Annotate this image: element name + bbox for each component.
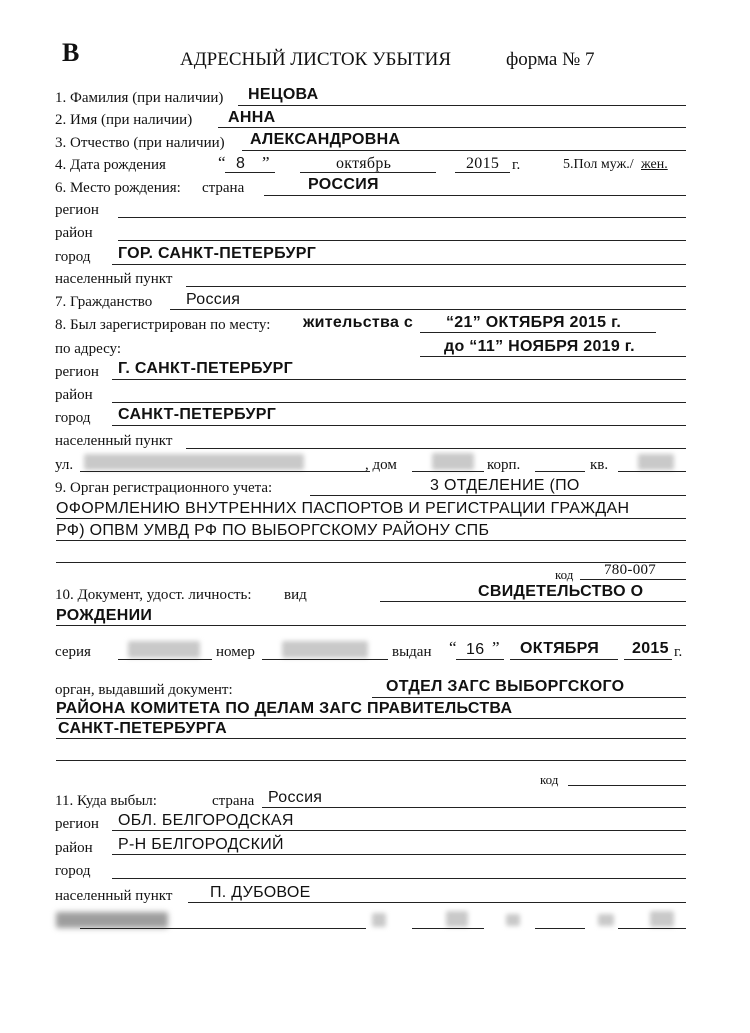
id-code-label: код: [540, 772, 559, 787]
id-doc-kind-label: вид: [284, 587, 307, 603]
id-org-underline1: [372, 697, 686, 698]
id-doc-kind-line1: СВИДЕТЕЛЬСТВО О: [478, 583, 644, 600]
dest-street-line: [80, 928, 366, 929]
dest-country-label: страна: [212, 793, 255, 809]
dest-settlement-line: [188, 902, 686, 903]
dest-country-line: [262, 807, 686, 808]
patronymic-line: [242, 150, 686, 151]
dest-district-value: Р-Н БЕЛГОРОДСКИЙ: [118, 836, 284, 853]
id-day-line: [456, 659, 504, 660]
reg-city-value: САНКТ-ПЕТЕРБУРГ: [118, 406, 277, 423]
reg-authority-label: 9. Орган регистрационного учета:: [55, 480, 273, 496]
dest-district-line: [112, 854, 686, 855]
registration-from-line: [420, 332, 656, 333]
reg-district-label: район: [55, 387, 93, 403]
id-issued-month: ОКТЯБРЯ: [520, 640, 600, 657]
reg-authority-underline2: [56, 518, 686, 519]
id-series-redacted: [128, 641, 200, 658]
surname-label: 1. Фамилия (при наличии): [55, 90, 224, 106]
id-issued-year: 2015: [632, 640, 669, 657]
house-line: [412, 471, 484, 472]
street-redacted: [84, 454, 304, 470]
citizenship-label: 7. Гражданство: [55, 294, 153, 310]
reg-city-line: [112, 425, 686, 426]
dest-city-label: город: [55, 863, 91, 879]
birth-city-line: [112, 264, 686, 265]
reg-authority-underline3: [56, 540, 686, 541]
id-doc-label: 10. Документ, удост. личность:: [55, 587, 252, 603]
birth-region-line: [118, 217, 686, 218]
birth-month-line: [300, 172, 436, 173]
dest-kv-line: [618, 928, 686, 929]
citizenship-line: [170, 309, 686, 310]
birth-city-label: город: [55, 249, 91, 265]
form-number: форма № 7: [506, 49, 595, 70]
birthplace-label: 6. Место рождения:: [55, 180, 181, 196]
birth-region-label: регион: [55, 202, 99, 218]
dest-house-redacted: [446, 911, 468, 927]
id-org-line3: САНКТ-ПЕТЕРБУРГА: [58, 720, 227, 737]
reg-settlement-label: населенный пункт: [55, 433, 173, 449]
name-label: 2. Имя (при наличии): [55, 112, 193, 128]
korp-line: [535, 471, 585, 472]
reg-code-value: 780-007: [604, 562, 657, 578]
dest-kv-label-redacted: [598, 914, 614, 926]
id-number-line: [262, 659, 388, 660]
id-doc-kind-underline2: [56, 625, 686, 626]
id-number-label: номер: [216, 644, 255, 660]
dest-house-label-redacted: [372, 913, 386, 927]
id-code-line: [568, 785, 686, 786]
id-quote-close: ”: [492, 638, 500, 657]
birth-year: 2015: [466, 155, 500, 172]
registration-from: “21” ОКТЯБРЯ 2015 г.: [446, 314, 622, 331]
id-org-underline2: [56, 718, 686, 719]
birth-settlement-line: [186, 286, 686, 287]
reg-code-label: код: [555, 567, 574, 582]
id-doc-kind-underline1: [380, 601, 686, 602]
id-org-underline4: [56, 760, 686, 761]
birth-day: 8: [236, 155, 246, 172]
by-address-label: по адресу:: [55, 341, 122, 357]
dest-district-label: район: [55, 840, 93, 856]
birth-district-label: район: [55, 225, 93, 241]
apartment-redacted: [638, 454, 674, 470]
birth-quote-open: “: [218, 153, 226, 172]
reg-region-value: Г. САНКТ-ПЕТЕРБУРГ: [118, 360, 293, 377]
apartment-line: [618, 471, 686, 472]
korp-label: корп.: [487, 457, 521, 473]
id-org-line1: ОТДЕЛ ЗАГС ВЫБОРГСКОГО: [386, 678, 625, 695]
birth-country-line: [264, 195, 686, 196]
dest-settlement-value: П. ДУБОВОЕ: [210, 884, 311, 901]
surname-line: [238, 105, 686, 106]
id-org-line2: РАЙОНА КОМИТЕТА ПО ДЕЛАМ ЗАГС ПРАВИТЕЛЬСТВА: [56, 700, 513, 717]
destination-label: 11. Куда выбыл:: [55, 793, 157, 809]
apartment-label: кв.: [590, 457, 609, 473]
street-line: [80, 471, 370, 472]
reg-authority-underline4: [56, 562, 686, 563]
reg-district-line: [112, 402, 686, 403]
id-series-label: серия: [55, 644, 91, 660]
dest-region-label: регион: [55, 816, 99, 832]
birth-year-suffix: г.: [512, 157, 521, 173]
birth-settlement-label: населенный пункт: [55, 271, 173, 287]
birth-quote-close: ”: [262, 153, 270, 172]
name-value: АННА: [228, 109, 276, 126]
registration-to: до “11” НОЯБРЯ 2019 г.: [444, 338, 635, 355]
citizenship-value: Россия: [186, 291, 241, 308]
registration-to-line: [420, 356, 686, 357]
id-doc-kind-line2: РОЖДЕНИИ: [56, 607, 153, 624]
dest-korp-redacted: [506, 914, 520, 926]
id-number-redacted: [282, 641, 368, 658]
birth-month: октябрь: [336, 155, 392, 172]
id-org-label: орган, выдавший документ:: [55, 682, 233, 698]
birth-country-label: страна: [202, 180, 245, 196]
reg-authority-line3: РФ) ОПВМ УМВД РФ ПО ВЫБОРГСКОМУ РАЙОНУ СПБ: [56, 522, 490, 539]
reg-authority-line2: ОФОРМЛЕНИЮ ВНУТРЕННИХ ПАСПОРТОВ И РЕГИСТРАЦИИ ГРАЖДАН: [56, 500, 630, 517]
registered-label: 8. Был зарегистрирован по месту:: [55, 317, 271, 333]
name-line: [218, 127, 686, 128]
dest-street-redacted: [56, 912, 168, 928]
dest-city-line: [112, 878, 686, 879]
id-year-suffix: г.: [674, 644, 683, 660]
birth-city-value: ГОР. САНКТ-ПЕТЕРБУРГ: [118, 245, 317, 262]
reg-region-label: регион: [55, 364, 99, 380]
birth-year-line: [455, 172, 510, 173]
id-issued-label: выдан: [392, 644, 432, 660]
birth-country-value: РОССИЯ: [308, 176, 379, 193]
patronymic-label: 3. Отчество (при наличии): [55, 135, 225, 151]
house-redacted: [432, 453, 474, 470]
dest-region-value: ОБЛ. БЕЛГОРОДСКАЯ: [118, 812, 294, 829]
registration-type: жительства с: [303, 314, 414, 331]
reg-region-line: [112, 379, 686, 380]
dest-korp-line: [535, 928, 585, 929]
patronymic-value: АЛЕКСАНДРОВНА: [250, 131, 401, 148]
birth-day-line: [225, 172, 275, 173]
dest-house-line: [412, 928, 484, 929]
surname-value: НЕЦОВА: [248, 86, 319, 103]
form-title: АДРЕСНЫЙ ЛИСТОК УБЫТИЯ: [180, 49, 452, 70]
reg-authority-line1: 3 ОТДЕЛЕНИЕ (ПО: [430, 477, 580, 494]
reg-code-line: [580, 579, 686, 580]
house-label: , дом: [365, 457, 397, 473]
id-issued-day: 16: [466, 641, 485, 658]
id-series-line: [118, 659, 212, 660]
id-quote-open: “: [449, 638, 457, 657]
sex-label: 5.Пол муж./: [563, 157, 634, 172]
dest-country-value: Россия: [268, 789, 323, 806]
dest-settlement-label: населенный пункт: [55, 888, 173, 904]
birth-district-line: [118, 240, 686, 241]
id-month-line: [510, 659, 618, 660]
dest-region-line: [112, 830, 686, 831]
reg-settlement-line: [186, 448, 686, 449]
reg-authority-underline1: [310, 495, 686, 496]
sex-value: жен.: [641, 157, 668, 172]
series-letter: В: [62, 38, 80, 67]
id-year-line: [624, 659, 672, 660]
dest-kv-redacted: [650, 911, 674, 927]
street-label: ул.: [55, 457, 74, 473]
id-org-underline3: [56, 738, 686, 739]
reg-city-label: город: [55, 410, 91, 426]
birthdate-label: 4. Дата рождения: [55, 157, 166, 173]
